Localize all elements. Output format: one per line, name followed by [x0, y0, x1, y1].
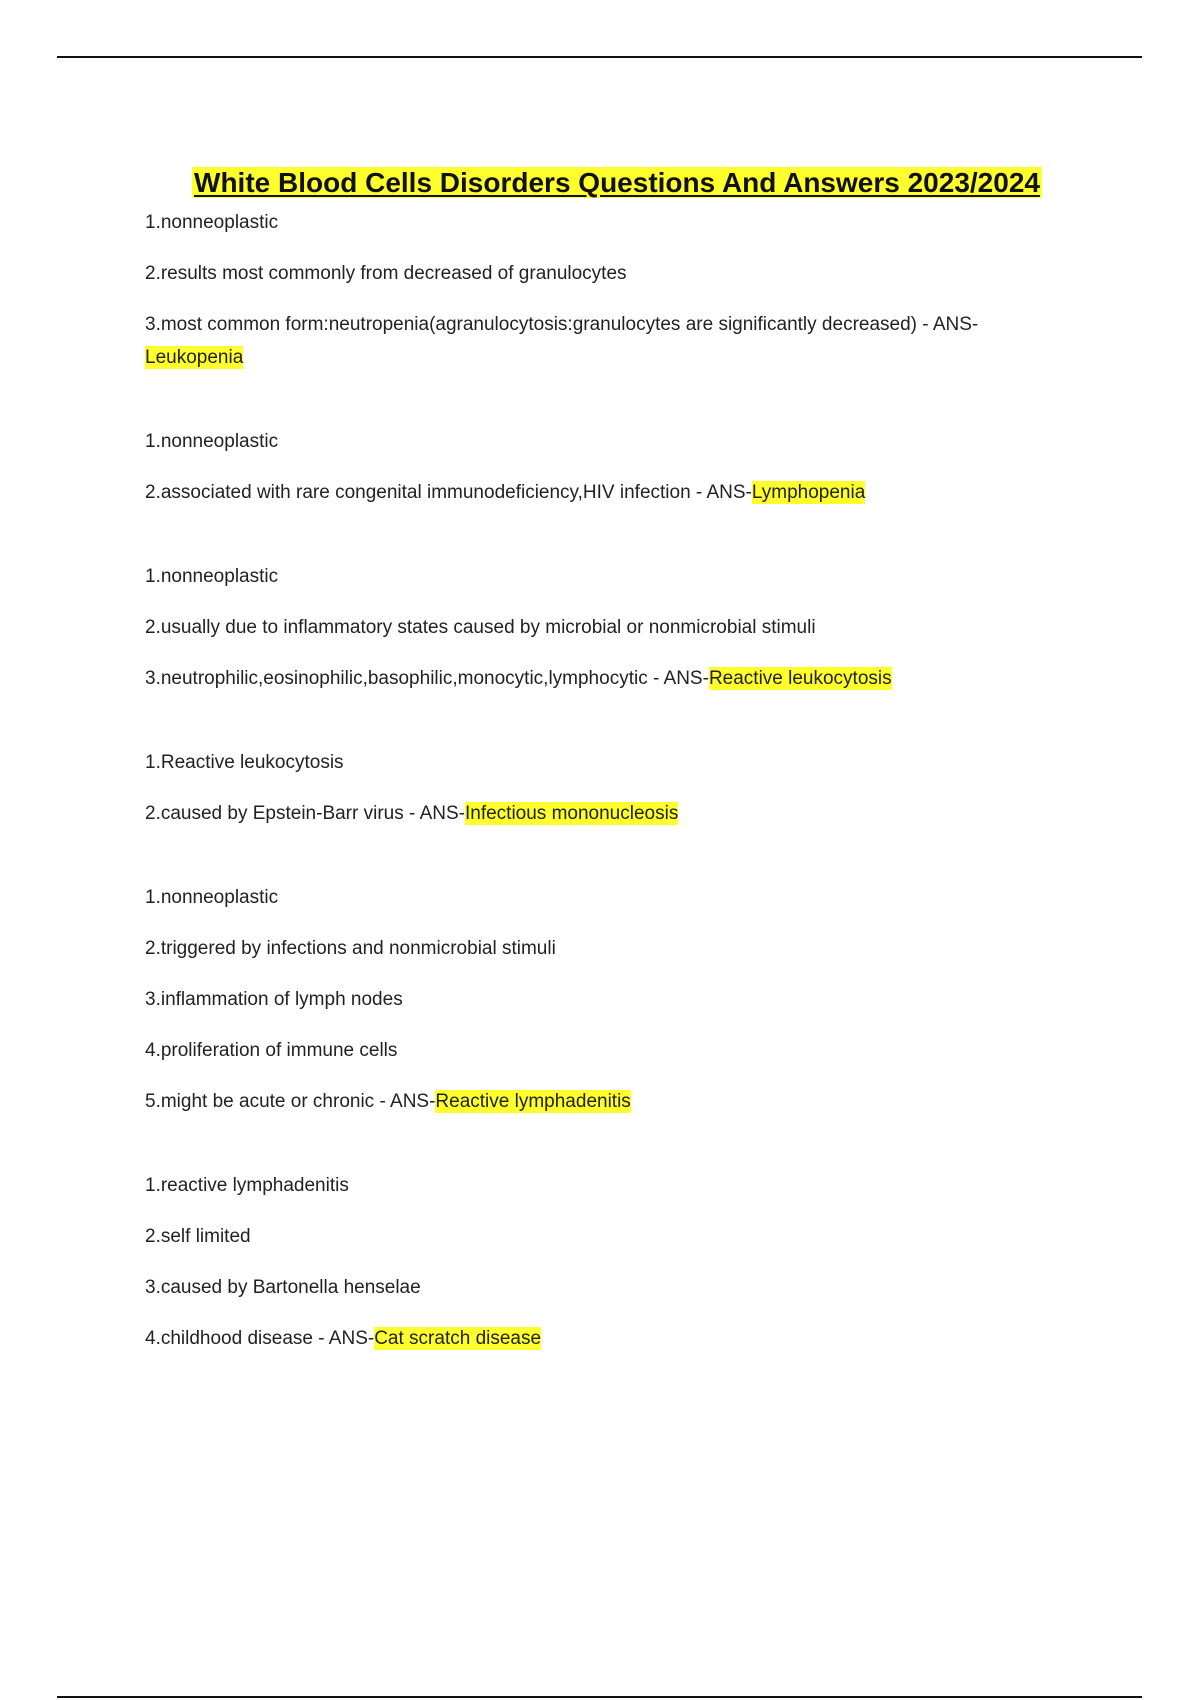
qa-line: 4.proliferation of immune cells [145, 1040, 398, 1061]
qa-line-text: 2.caused by Epstein-Barr virus - [145, 803, 420, 824]
document-title: White Blood Cells Disorders Questions And Answers 2023/2024 [194, 166, 1040, 198]
qa-line: 3.inflammation of lymph nodes [145, 989, 403, 1010]
qa-line [145, 797, 1045, 830]
qa-line [145, 476, 1045, 509]
footer-rule [57, 1696, 1142, 1698]
qa-line: 2.self limited [145, 1226, 251, 1247]
answer-highlight: Cat scratch disease [374, 1328, 542, 1349]
answer-prefix: ANS- [706, 482, 752, 503]
qa-entry-cat-scratch-disease [145, 1169, 1045, 1355]
answer-highlight: Infectious mononucleosis [464, 803, 679, 824]
answer-prefix: ANS- [328, 1328, 375, 1349]
answer-highlight: Reactive leukocytosis [708, 668, 892, 689]
qa-line: 1.reactive lymphadenitis [145, 1175, 349, 1196]
qa-line: 1.nonneoplastic [145, 212, 279, 233]
qa-entry-reactive-leukocytosis [145, 560, 1045, 695]
qa-entry-reactive-lymphadenitis [145, 881, 1045, 1118]
qa-line: 2.usually due to inflammatory states caused by microbial or nonmicrobial stimuli [145, 617, 816, 638]
answer-prefix: ANS- [390, 1091, 436, 1112]
qa-line: 1.Reactive leukocytosis [145, 752, 344, 773]
answer-prefix: ANS- [419, 803, 465, 824]
qa-line: 2.triggered by infections and nonmicrobial stimuli [145, 938, 556, 959]
qa-line: 2.results most commonly from decreased of granulocytes [145, 263, 627, 284]
qa-line-text: 5.might be acute or chronic - [145, 1091, 391, 1112]
qa-line: 3.caused by Bartonella henselae [145, 1277, 421, 1298]
qa-entry-leukopenia [145, 206, 1045, 374]
answer-highlight: Lymphopenia [751, 482, 866, 503]
qa-entry-lymphopenia [145, 425, 1045, 509]
qa-line: 1.nonneoplastic [145, 887, 279, 908]
qa-line: 1.nonneoplastic [145, 566, 279, 587]
qa-content [145, 206, 1045, 1373]
answer-prefix: ANS- [663, 668, 709, 689]
qa-line [145, 1085, 1045, 1118]
qa-line-text: 4.childhood disease - [145, 1328, 329, 1349]
qa-line [145, 1322, 1045, 1355]
answer-prefix: ANS- [932, 314, 979, 335]
answer-highlight: Reactive lymphadenitis [435, 1091, 631, 1112]
qa-line-text: 3.neutrophilic,eosinophilic,basophilic,monocytic,lymphocytic - [145, 668, 664, 689]
qa-line [145, 308, 1045, 374]
header-rule [57, 56, 1142, 58]
qa-line: 1.nonneoplastic [145, 431, 279, 452]
qa-entry-infectious-mononucleosis [145, 746, 1045, 830]
qa-line [145, 662, 1045, 695]
qa-line-text: 3.most common form:neutropenia(agranulocytosis:granulocytes are significantly decreased) - [145, 314, 933, 335]
qa-line-text: 2.associated with rare congenital immunodeficiency,HIV infection - [145, 482, 707, 503]
answer-highlight: Leukopenia [145, 347, 244, 368]
